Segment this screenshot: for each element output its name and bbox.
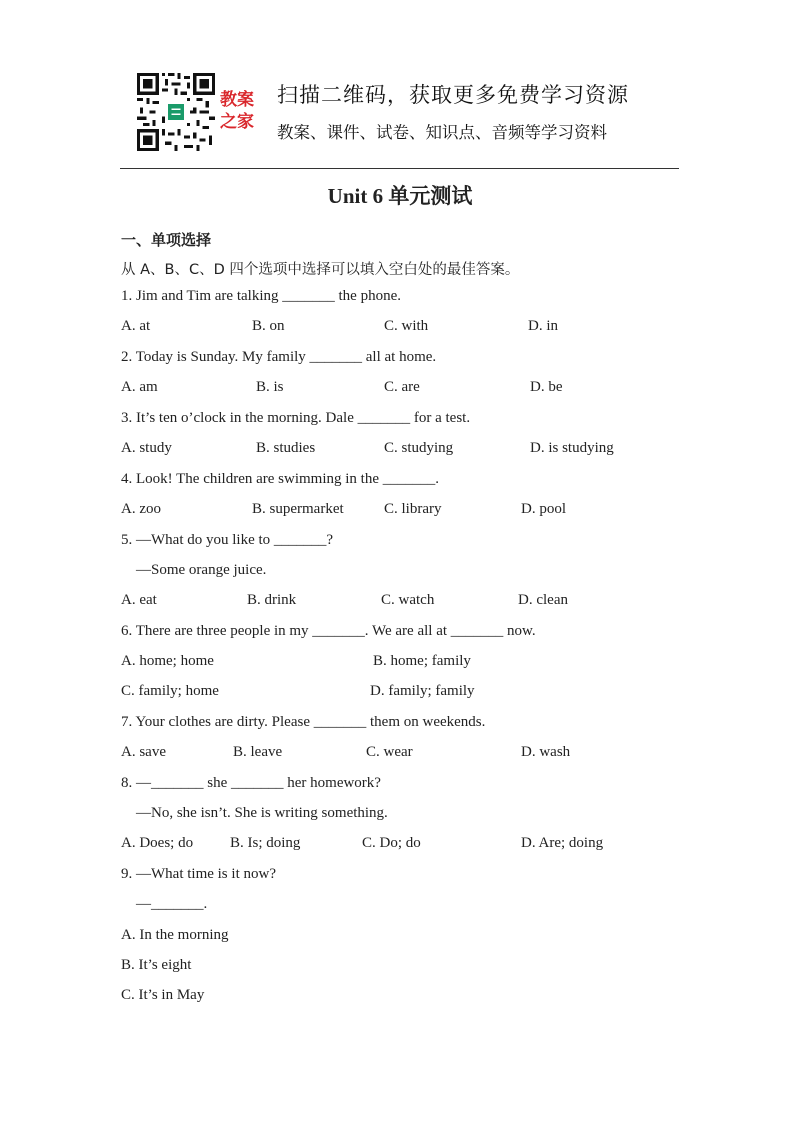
section-heading: 一、单项选择 bbox=[121, 231, 212, 249]
brand-line-1: 教案 bbox=[220, 90, 254, 110]
question-9-option-a: A. In the morning bbox=[121, 927, 229, 943]
question-4-option-c: C. library bbox=[384, 501, 442, 517]
question-7-option-d: D. wash bbox=[521, 744, 571, 760]
question-1-option-d: D. in bbox=[528, 318, 558, 334]
question-9-option-b: B. It’s eight bbox=[121, 957, 192, 973]
question-3-option-d: D. is studying bbox=[530, 440, 614, 456]
question-5-option-c: C. watch bbox=[381, 592, 435, 608]
question-2-option-c: C. are bbox=[384, 379, 420, 395]
question-5-option-d: D. clean bbox=[518, 592, 568, 608]
question-2-option-b: B. is bbox=[256, 379, 284, 395]
question-2-stem: 2. Today is Sunday. My family _______ all at home. bbox=[121, 349, 437, 365]
question-6-stem: 6. There are three people in my _______. We are all at _______ now. bbox=[121, 623, 536, 639]
question-1-option-a: A. at bbox=[121, 318, 151, 334]
question-9-reply: —_______. bbox=[136, 896, 208, 912]
question-3-stem: 3. It’s ten o’clock in the morning. Dale _______ for a test. bbox=[121, 410, 471, 426]
question-8-option-a: A. Does; do bbox=[121, 835, 194, 851]
question-4-option-d: D. pool bbox=[521, 501, 566, 517]
question-7-option-c: C. wear bbox=[366, 744, 413, 760]
question-2-option-d: D. be bbox=[530, 379, 563, 395]
question-6-option-d: D. family; family bbox=[370, 683, 475, 699]
question-8-stem: 8. —_______ she _______ her homework? bbox=[121, 775, 381, 791]
question-9-stem: 9. —What time is it now? bbox=[121, 866, 276, 882]
question-5-stem: 5. —What do you like to _______? bbox=[121, 532, 334, 548]
question-1-option-b: B. on bbox=[252, 318, 285, 334]
qr-code-icon bbox=[137, 73, 215, 151]
question-4-option-b: B. supermarket bbox=[252, 501, 344, 517]
question-3-option-a: A. study bbox=[121, 440, 172, 456]
header-divider bbox=[120, 168, 679, 169]
section-instruction: 从 A、B、C、D 四个选项中选择可以填入空白处的最佳答案。 bbox=[121, 262, 520, 278]
question-4-option-a: A. zoo bbox=[121, 501, 161, 517]
question-7-stem: 7. Your clothes are dirty. Please _______ them on weekends. bbox=[121, 714, 486, 730]
header-banner bbox=[137, 73, 657, 153]
question-8-option-d: D. Are; doing bbox=[521, 835, 604, 851]
question-7-option-b: B. leave bbox=[233, 744, 283, 760]
question-6-option-a: A. home; home bbox=[121, 653, 214, 669]
question-4-stem: 4. Look! The children are swimming in the _______. bbox=[121, 471, 439, 487]
question-6-option-b: B. home; family bbox=[373, 653, 471, 669]
question-5-reply: —Some orange juice. bbox=[136, 562, 267, 578]
banner-tagline-2: 教案、课件、试卷、知识点、音频等学习资料 bbox=[277, 123, 607, 142]
question-1-stem: 1. Jim and Tim are talking _______ the phone. bbox=[121, 288, 401, 304]
question-2-option-a: A. am bbox=[121, 379, 158, 395]
question-8-option-c: C. Do; do bbox=[362, 835, 421, 851]
question-5-option-b: B. drink bbox=[247, 592, 297, 608]
question-3-option-b: B. studies bbox=[256, 440, 316, 456]
question-3-option-c: C. studying bbox=[384, 440, 454, 456]
banner-tagline-1: 扫描二维码，获取更多免费学习资源 bbox=[277, 83, 629, 107]
question-5-option-a: A. eat bbox=[121, 592, 157, 608]
question-6-option-c: C. family; home bbox=[121, 683, 219, 699]
question-7-option-a: A. save bbox=[121, 744, 166, 760]
question-8-reply: —No, she isn’t. She is writing something. bbox=[136, 805, 388, 821]
brand-logo-text bbox=[220, 89, 264, 133]
question-1-option-c: C. with bbox=[384, 318, 429, 334]
question-9-option-c: C. It’s in May bbox=[121, 987, 205, 1003]
brand-line-2: 之家 bbox=[220, 112, 254, 132]
question-8-option-b: B. Is; doing bbox=[230, 835, 301, 851]
page-title: Unit 6 单元测试 bbox=[327, 184, 473, 208]
